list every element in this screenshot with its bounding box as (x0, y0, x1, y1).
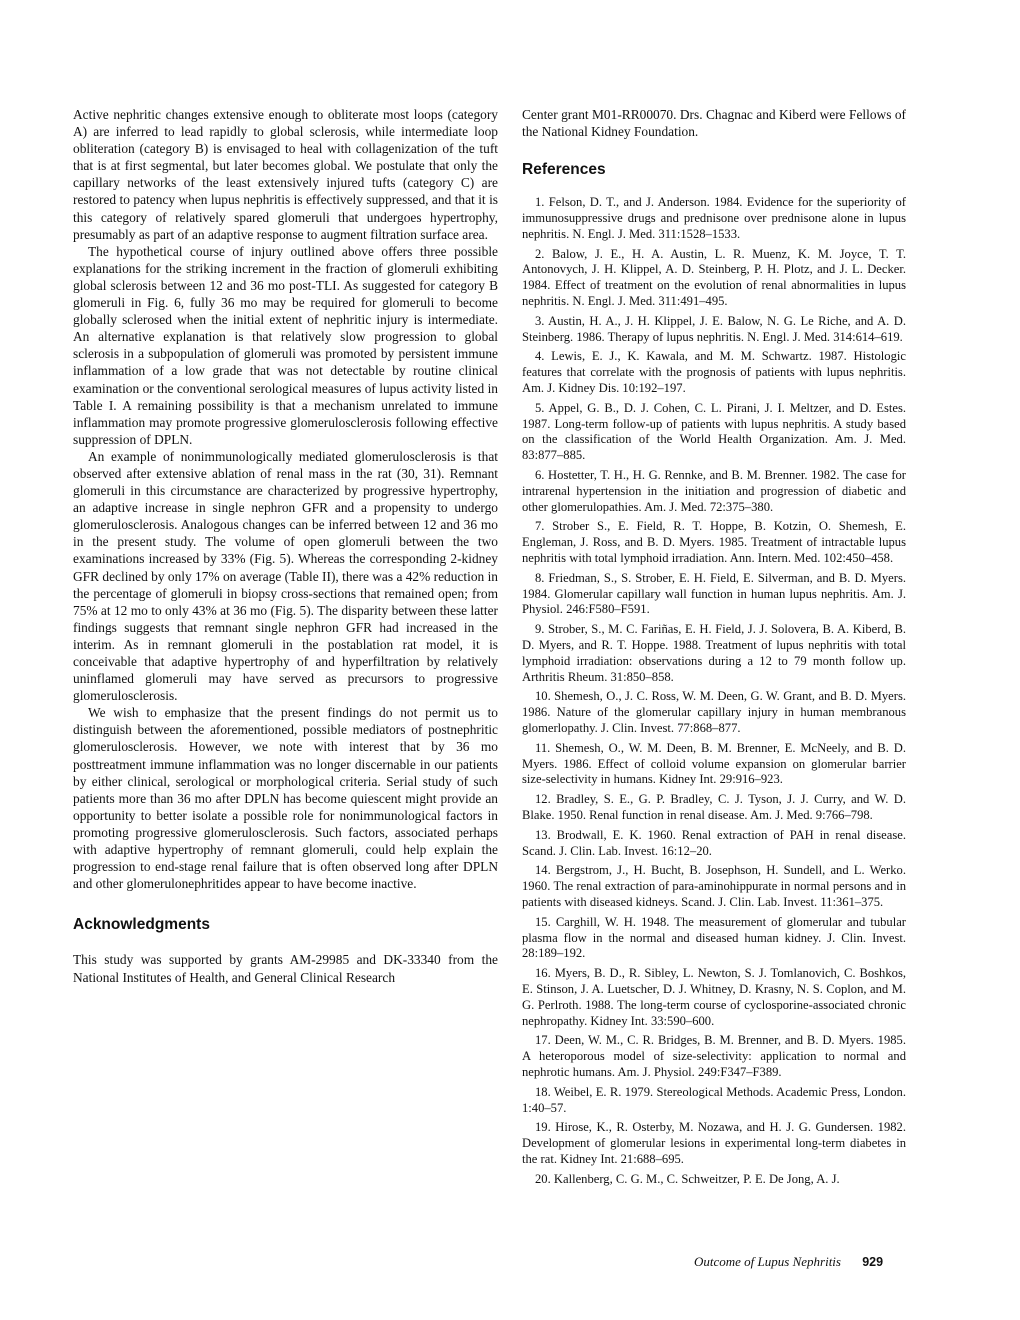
reference-item: 8. Friedman, S., S. Strober, E. H. Field, E. Silverman, and B. D. Myers. 1984. Glomerular capillary wall function in human lupus nephritis. Am. J. Physiol. 246:F580–F591. (522, 570, 906, 617)
reference-item: 15. Carghill, W. H. 1948. The measurement of glomerular and tubular plasma flow in the normal and diseased human kidney. J. Clin. Invest. 28:189–192. (522, 914, 906, 961)
running-title: Outcome of Lupus Nephritis (694, 1254, 841, 1269)
body-paragraph: An example of nonimmunologically mediated glomerulosclerosis is that observed after extensive ablation of renal mass in the rat (30, 31). Remnant glomeruli in this circumstance are characterized by progressive hypertrophy, an adaptive increase in single nephron GFR and a propensity to undergo glomerulosclerosis. Analogous changes can be inferred between 12 and 36 mo in the present study. The volume of open glomeruli between the two examinations increased by 33% (Fig. 5). Whereas the corresponding 2-kidney GFR declined by only 17% on average (Table II), there was a 42% reduction in the percentage of glomeruli in biopsy cross-sections that remained open; from 75% at 12 mo to only 43% at 36 mo (Fig. 5). The disparity between these latter findings suggests that remnant single nephron GFR had increased in the interim. As in remnant glomeruli in the postablation rat model, it is conceivable that adaptive hypertrophy of and hyperfiltration by relatively uninflamed glomeruli may have served as precursors to progressive glomerulosclerosis. (73, 448, 498, 704)
reference-item: 11. Shemesh, O., W. M. Deen, B. M. Brenner, E. McNeely, and B. D. Myers. 1986. Effect of colloid volume expansion on glomerular barrier size-selectivity in humans. Kidney Int. 29:916–923. (522, 740, 906, 787)
page-footer (694, 1254, 883, 1270)
reference-item: 7. Strober S., E. Field, R. T. Hoppe, B. Kotzin, O. Shemesh, E. Engleman, J. Ross, and B. D. Myers. 1985. Treatment of intractable lupus nephritis with total lymphoid irradiation. Ann. Intern. Med. 102:450–458. (522, 519, 906, 566)
body-paragraph: We wish to emphasize that the present findings do not permit us to distinguish between the aforementioned, possible mediators of postnephritic glomerulosclerosis. However, we note with interest that by 36 mo posttreatment immune inflammation was no longer discernable in our patients by either clinical, serological or morphological criteria. Serial study of such patients more than 36 mo after DPLN has become quiescent might provide an opportunity to better isolate a possible role for nonimmunological factors in promoting progressive glomerulosclerosis. Such factors, associated perhaps with adaptive hypertrophy of remnant glomeruli, could help explain the progression to end-stage renal failure that is often observed long after DPLN and other glomerulonephritides appear to have become inactive. (73, 705, 498, 892)
reference-item: 14. Bergstrom, J., H. Bucht, B. Josephson, H. Sundell, and L. Werko. 1960. The renal extraction of para-aminohippurate in normal persons and in patients with diseased kidneys. Scand. J. Clin. Lab. Invest. 11:361–375. (522, 863, 906, 909)
acknowledgments-heading: Acknowledgments (73, 916, 210, 934)
page-number: 929 (862, 1255, 884, 1269)
reference-item: 16. Myers, B. D., R. Sibley, L. Newton, S. J. Tomlanovich, C. Boshkos, E. Stinson, J. A. Luetscher, D. J. Whitney, D. Krasny, N. S. Coplon, and M. G. Perlroth. 1988. The long-term course of cyclosporine-associated chronic nephropathy. Kidney Int. 33:590–600. (522, 966, 906, 1028)
acknowledgments-text: This study was supported by grants AM-29985 and DK-33340 from the National Institutes of Health, and General Clinical Research (73, 952, 498, 985)
reference-item: 12. Bradley, S. E., G. P. Bradley, C. J. Tyson, J. J. Curry, and W. D. Blake. 1950. Renal function in renal disease. Am. J. Med. 9:766–798. (522, 792, 906, 822)
references-list (522, 195, 906, 1187)
reference-item: 4. Lewis, E. J., K. Kawala, and M. M. Schwartz. 1987. Histologic features that correlate with the prognosis of patients with lupus nephritis. Am. J. Kidney Dis. 10:192–197. (522, 349, 906, 396)
reference-item: 13. Brodwall, E. K. 1960. Renal extraction of PAH in renal disease. Scand. J. Clin. Lab. Invest. 16:12–20. (522, 827, 906, 858)
reference-item: 2. Balow, J. E., H. A. Austin, L. R. Muenz, K. M. Joyce, T. T. Antonovych, J. H. Klippel, A. D. Steinberg, P. H. Plotz, and J. L. Decker. 1984. Effect of treatment on the evolution of renal abnormalities in lupus nephritis. N. Engl. J. Med. 311:491–495. (522, 246, 906, 309)
left-column (73, 106, 498, 986)
reference-item: 20. Kallenberg, C. G. M., C. Schweitzer, P. E. De Jong, A. J. (535, 1171, 840, 1186)
reference-item: 18. Weibel, E. R. 1979. Stereological Methods. Academic Press, London. 1:40–57. (522, 1084, 906, 1115)
reference-item: 9. Strober, S., M. C. Fariñas, E. H. Field, J. J. Solovera, B. A. Kiberd, B. D. Myers, and R. T. Hoppe. 1988. Treatment of lupus nephritis with total lymphoid irradiation: observations during a 12 to 79 month follow up. Arthritis Rheum. 31:850–858. (522, 622, 906, 684)
reference-item: 19. Hirose, K., R. Osterby, M. Nozawa, and H. J. G. Gundersen. 1982. Development of glomerular lesions in experimental long-term diabetes in the rat. Kidney Int. 21:688–695. (522, 1120, 906, 1166)
reference-item: 5. Appel, G. B., D. J. Cohen, C. L. Pirani, J. I. Meltzer, and D. Estes. 1987. Long-term follow-up of patients with lupus nephritis. A study based on the classification of the World Health Organization. Am. J. Med. 83:877–885. (522, 400, 906, 463)
right-column (522, 106, 906, 1192)
reference-item: 1. Felson, D. T., and J. Anderson. 1984. Evidence for the superiority of immunosuppressive drugs and prednisone over prednisone alone in lupus nephritis. N. Engl. J. Med. 311:1528–1533. (522, 195, 906, 241)
body-paragraph: The hypothetical course of injury outlined above offers three possible explanations for the striking increment in the fraction of glomeruli exhibiting global sclerosis between 12 and 36 mo post-TLI. As suggested for category B glomeruli in Fig. 6, fully 36 mo may be required for glomeruli to become globally sclerosed when the initial extent of nephritic injury is intermediate. An alternative explanation is that relatively slow progression to global sclerosis in a subpopulation of glomeruli was promoted by persistent immune inflammation of a low grade that was not detectable by routine clinical examination or the conventional serological measures of lupus activity listed in Table I. A remaining possibility is that a mechanism unrelated to immune inflammation may promote progressive glomerulosclerosis following effective suppression of DPLN. (73, 243, 498, 447)
body-paragraph: Active nephritic changes extensive enough to obliterate most loops (category A) are inferred to lead rapidly to global sclerosis, while intermediate loop obliteration (category B) is envisaged to heal with collagenization of the tuft that is at first segmental, but later becomes global. We postulate that only the capillary networks of the least extensively injured tufts (category C) are restored to patency when lupus nephritis is effectively suppressed, and that it is this category of relatively spared glomeruli that undergoes hypertrophy, presumably as part of an adaptive response to augment filtration surface area. (73, 107, 498, 242)
references-heading: References (522, 161, 606, 179)
reference-item: 17. Deen, W. M., C. R. Bridges, B. M. Brenner, and B. D. Myers. 1985. A heteroporous model of size-selectivity: application to normal and nephrotic humans. Am. J. Physiol. 249:F347–F389. (522, 1033, 906, 1079)
reference-item: 6. Hostetter, T. H., H. G. Rennke, and B. M. Brenner. 1982. The case for intrarenal hypertension in the initiation and progression of diabetic and other glomerulopathies. Am. J. Med. 72:375–380. (522, 468, 906, 514)
reference-item: 3. Austin, H. A., J. H. Klippel, J. E. Balow, N. G. Le Riche, and A. D. Steinberg. 1986. Therapy of lupus nephritis. N. Engl. J. Med. 314:614–619. (522, 313, 906, 344)
reference-item: 10. Shemesh, O., J. C. Ross, W. M. Deen, G. W. Grant, and B. D. Myers. 1986. Nature of the glomerular capillary injury in human membranous glomerlopathy. J. Clin. Invest. 77:868–877. (522, 689, 906, 735)
acknowledgments-continuation: Center grant M01-RR00070. Drs. Chagnac and Kiberd were Fellows of the National Kidney Foundation. (522, 107, 906, 140)
